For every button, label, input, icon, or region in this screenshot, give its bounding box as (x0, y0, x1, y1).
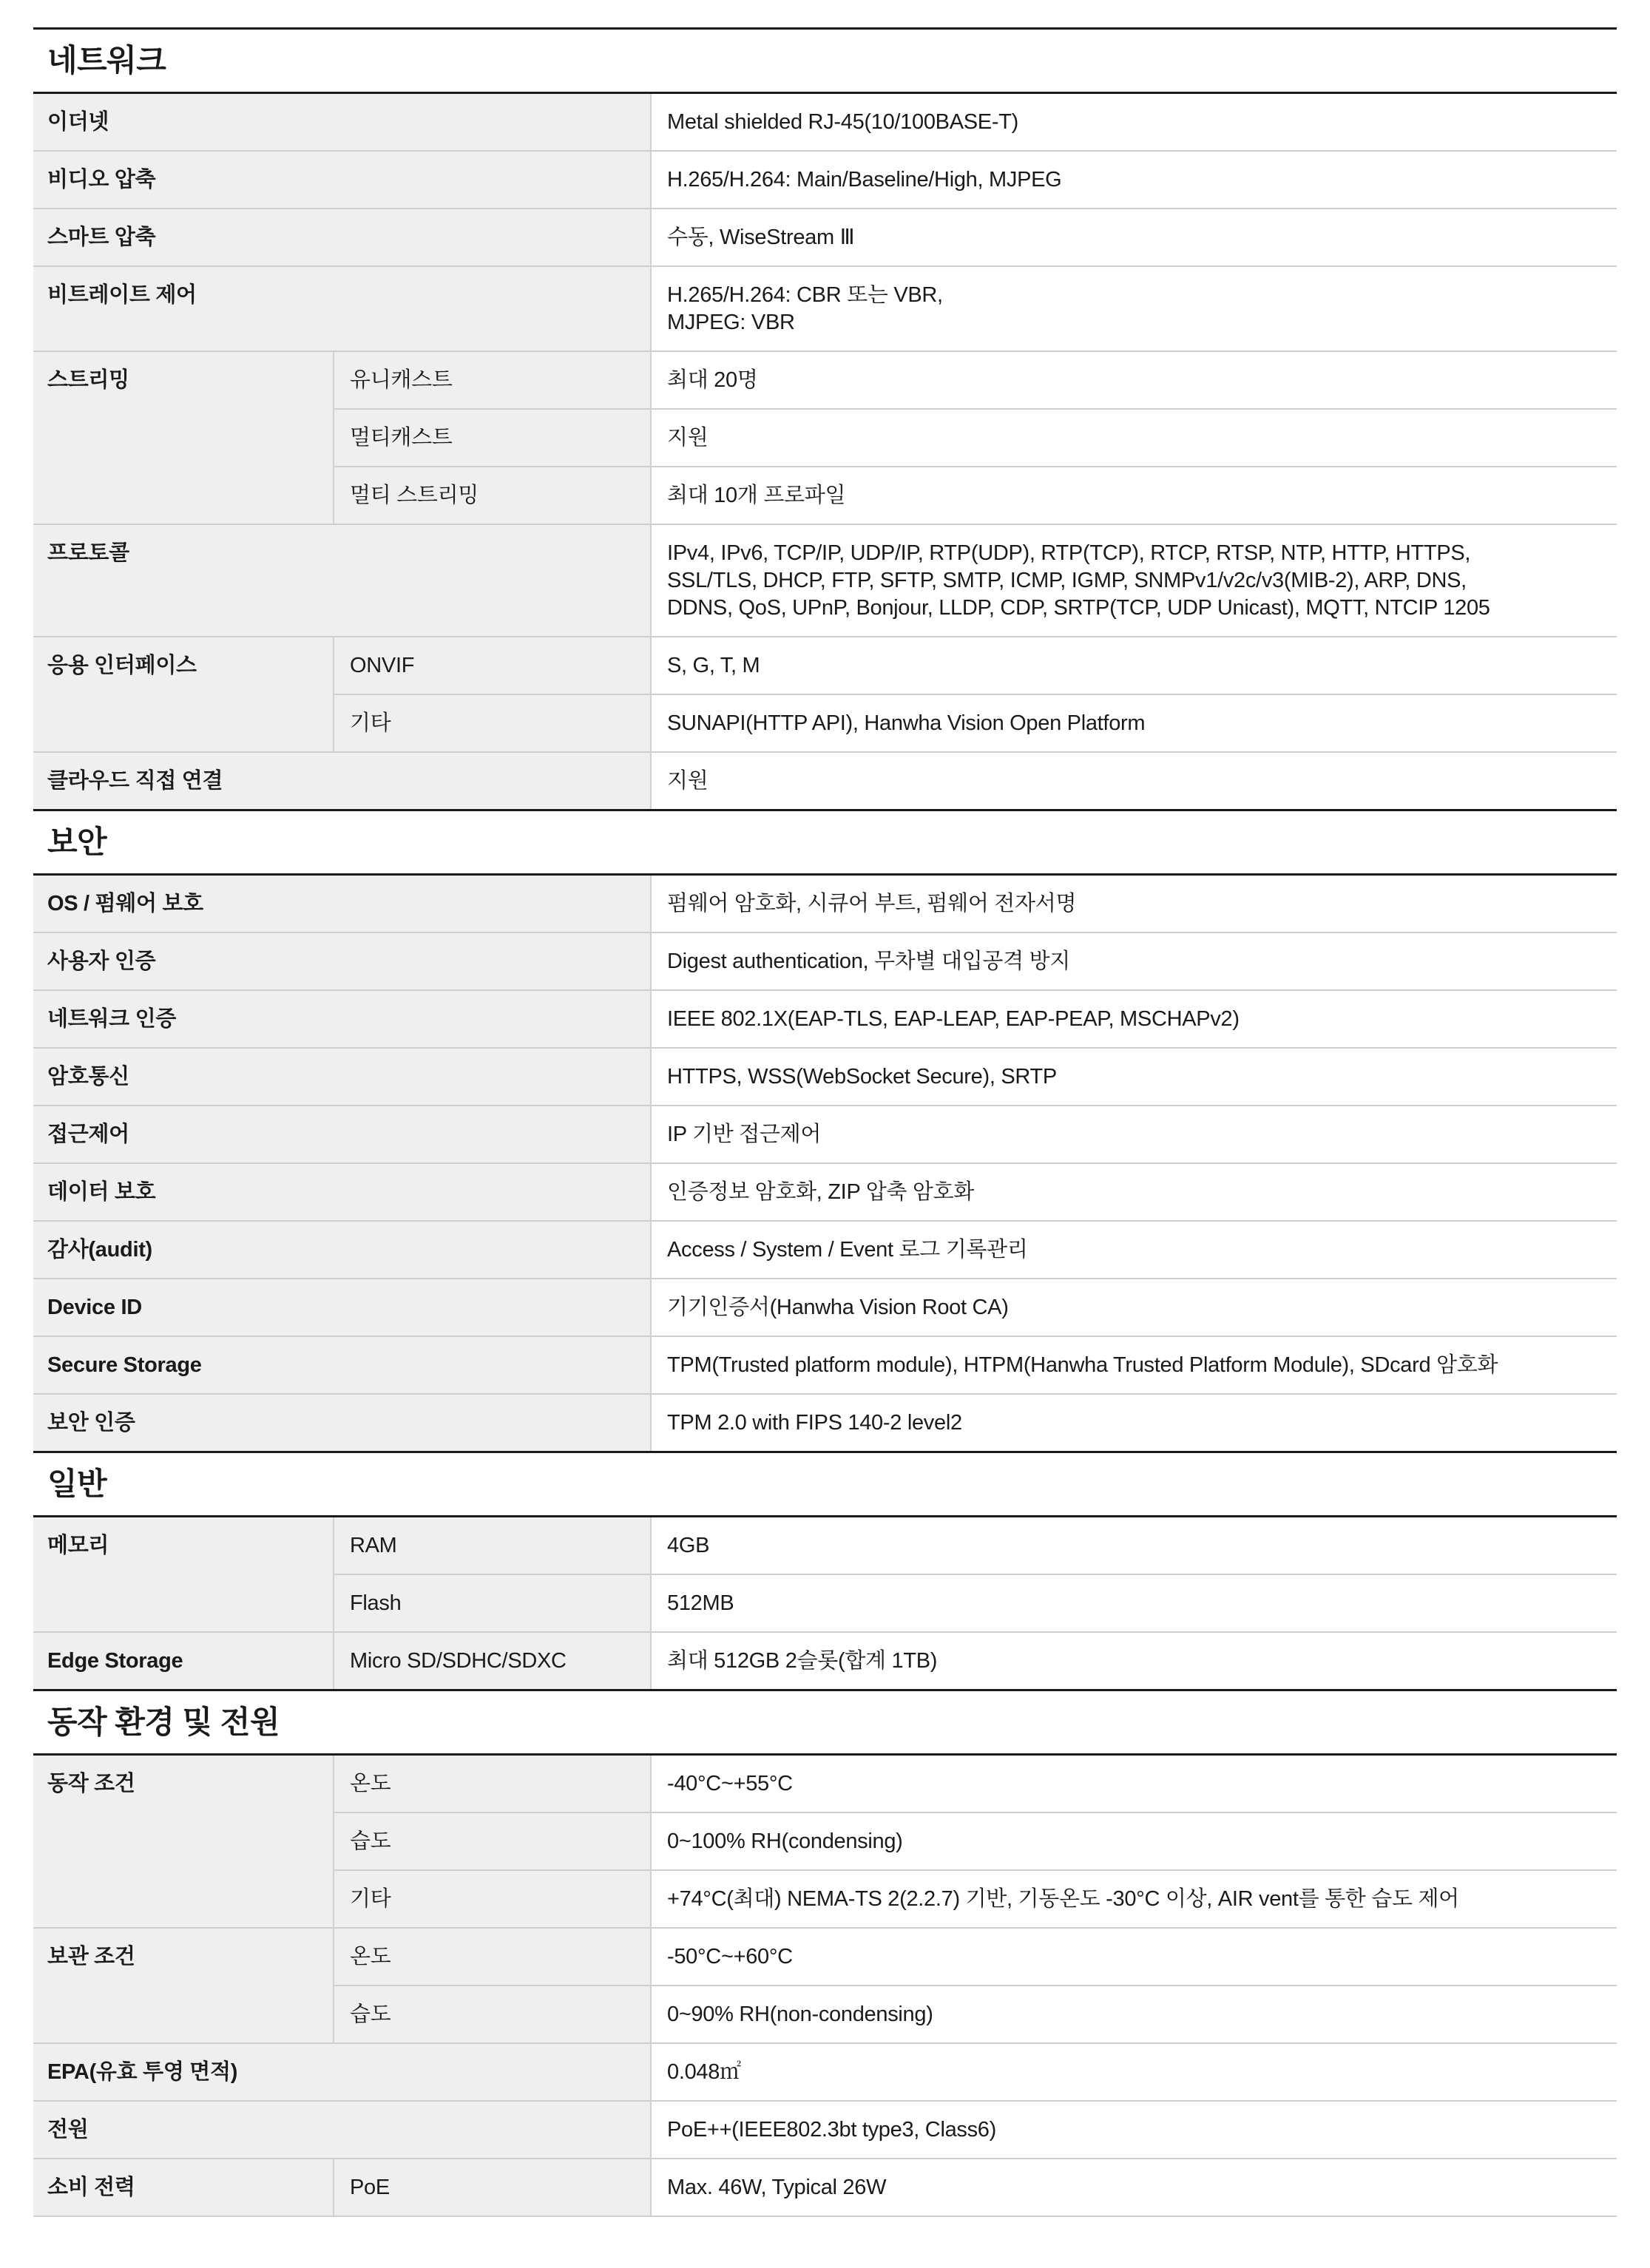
spec-value: 0.048㎡ (652, 2044, 1617, 2100)
spec-label: 접근제어 (33, 1106, 652, 1162)
spec-sublabel: PoE (334, 2159, 652, 2215)
spec-value: TPM(Trusted platform module), HTPM(Hanwha Trusted Platform Module), SDcard 암호화 (652, 1337, 1617, 1393)
spec-sublabel: 유니캐스트 (334, 352, 652, 408)
spec-label: 메모리 (33, 1517, 334, 1631)
spec-value: 0~100% RH(condensing) (652, 1813, 1617, 1869)
spec-value: Metal shielded RJ-45(10/100BASE-T) (652, 94, 1617, 150)
spec-subrow (334, 1986, 1617, 2042)
section-title-environment-power: 동작 환경 및 전원 (33, 1689, 1617, 1756)
spec-value: Access / System / Event 로그 기록관리 (652, 1222, 1617, 1278)
spec-label: OS / 펌웨어 보호 (33, 876, 652, 932)
spec-sublabel: 습도 (334, 1986, 652, 2042)
section-title-network: 네트워크 (33, 27, 1617, 94)
spec-value: Max. 46W, Typical 26W (652, 2159, 1617, 2215)
spec-row (33, 2044, 1617, 2102)
spec-row (33, 1106, 1617, 1164)
spec-value: TPM 2.0 with FIPS 140-2 level2 (652, 1395, 1617, 1451)
spec-subrow (334, 1871, 1617, 1927)
spec-value: 펌웨어 암호화, 시큐어 부트, 펌웨어 전자서명 (652, 876, 1617, 932)
spec-label: 소비 전력 (33, 2159, 334, 2215)
spec-row (33, 876, 1617, 933)
spec-value: +74°C(최대) NEMA-TS 2(2.2.7) 기반, 기동온도 -30°C 이상, AIR vent를 통한 습도 제어 (652, 1871, 1617, 1927)
spec-sublabel: 멀티 스트리밍 (334, 467, 652, 524)
spec-label: 보관 조건 (33, 1929, 334, 2042)
spec-group (33, 352, 1617, 525)
spec-group (33, 1929, 1617, 2044)
spec-value: 4GB (652, 1517, 1617, 1574)
spec-row (33, 267, 1617, 352)
spec-subrow (334, 695, 1617, 751)
spec-sublabel: 멀티캐스트 (334, 410, 652, 466)
spec-subrow (334, 1929, 1617, 1986)
spec-row (33, 525, 1617, 637)
spec-value: 최대 10개 프로파일 (652, 467, 1617, 524)
spec-value: Digest authentication, 무차별 대입공격 방지 (652, 933, 1617, 989)
spec-subrow (334, 2159, 1617, 2215)
spec-subrow (334, 467, 1617, 524)
spec-value: 인증정보 암호화, ZIP 압축 암호화 (652, 1164, 1617, 1220)
spec-group (33, 637, 1617, 753)
spec-sublabel: 기타 (334, 1871, 652, 1927)
spec-label: EPA(유효 투영 면적) (33, 2044, 652, 2100)
spec-value: S, G, T, M (652, 637, 1617, 694)
spec-value: 512MB (652, 1575, 1617, 1631)
section-title-general: 일반 (33, 1451, 1617, 1517)
spec-value: PoE++(IEEE802.3bt type3, Class6) (652, 2102, 1617, 2158)
spec-row (33, 991, 1617, 1049)
spec-row (33, 1279, 1617, 1337)
spec-label: 스트리밍 (33, 352, 334, 524)
spec-value: H.265/H.264: CBR 또는 VBR, MJPEG: VBR (652, 267, 1617, 351)
spec-group (33, 1756, 1617, 1929)
spec-row (33, 933, 1617, 991)
spec-subrow (334, 637, 1617, 695)
spec-label: Edge Storage (33, 1633, 334, 1689)
spec-sublabel: 기타 (334, 695, 652, 751)
spec-sublabel: Micro SD/SDHC/SDXC (334, 1633, 652, 1689)
spec-value: 최대 20명 (652, 352, 1617, 408)
spec-value: 기기인증서(Hanwha Vision Root CA) (652, 1279, 1617, 1336)
spec-label: 네트워크 인증 (33, 991, 652, 1047)
spec-row (33, 1337, 1617, 1395)
spec-label: 사용자 인증 (33, 933, 652, 989)
spec-sublabel: 습도 (334, 1813, 652, 1869)
spec-label: 데이터 보호 (33, 1164, 652, 1220)
spec-label: 동작 조건 (33, 1756, 334, 1927)
spec-sublabel: 온도 (334, 1756, 652, 1812)
spec-label: 클라우드 직접 연결 (33, 753, 652, 809)
spec-row (33, 209, 1617, 267)
spec-label: 전원 (33, 2102, 652, 2158)
spec-value: H.265/H.264: Main/Baseline/High, MJPEG (652, 152, 1617, 208)
spec-label: Secure Storage (33, 1337, 652, 1393)
spec-value: 지원 (652, 410, 1617, 466)
spec-value: 지원 (652, 753, 1617, 809)
spec-label: 암호통신 (33, 1049, 652, 1105)
spec-row (33, 753, 1617, 810)
spec-subrow (334, 352, 1617, 410)
spec-label: 비트레이트 제어 (33, 267, 652, 351)
spec-label: 감사(audit) (33, 1222, 652, 1278)
spec-subrow (334, 1813, 1617, 1871)
spec-value: -50°C~+60°C (652, 1929, 1617, 1985)
spec-group (33, 1633, 1617, 1690)
spec-group (33, 1517, 1617, 1633)
spec-label: Device ID (33, 1279, 652, 1336)
spec-value: SUNAPI(HTTP API), Hanwha Vision Open Platform (652, 695, 1617, 751)
spec-label: 이더넷 (33, 94, 652, 150)
spec-label: 프로토콜 (33, 525, 652, 636)
spec-sheet (33, 27, 1617, 2217)
spec-row (33, 1222, 1617, 1279)
spec-row (33, 1049, 1617, 1106)
spec-label: 응용 인터페이스 (33, 637, 334, 751)
section-title-security: 보안 (33, 809, 1617, 876)
spec-value: IP 기반 접근제어 (652, 1106, 1617, 1162)
spec-subrow (334, 1517, 1617, 1575)
spec-sublabel: Flash (334, 1575, 652, 1631)
spec-sublabel: RAM (334, 1517, 652, 1574)
spec-value: HTTPS, WSS(WebSocket Secure), SRTP (652, 1049, 1617, 1105)
spec-sublabel: 온도 (334, 1929, 652, 1985)
spec-value: 0~90% RH(non-condensing) (652, 1986, 1617, 2042)
spec-group (33, 2159, 1617, 2217)
spec-row (33, 1164, 1617, 1222)
spec-value: 최대 512GB 2슬롯(합계 1TB) (652, 1633, 1617, 1689)
spec-label: 보안 인증 (33, 1395, 652, 1451)
spec-subrow (334, 410, 1617, 467)
spec-row (33, 94, 1617, 152)
spec-value: IEEE 802.1X(EAP-TLS, EAP-LEAP, EAP-PEAP, MSCHAPv2) (652, 991, 1617, 1047)
spec-value: 수동, WiseStream Ⅲ (652, 209, 1617, 265)
spec-row (33, 2102, 1617, 2159)
spec-subrow (334, 1633, 1617, 1689)
spec-value: -40°C~+55°C (652, 1756, 1617, 1812)
spec-sublabel: ONVIF (334, 637, 652, 694)
spec-subrow (334, 1575, 1617, 1631)
spec-subrow (334, 1756, 1617, 1813)
spec-label: 스마트 압축 (33, 209, 652, 265)
spec-row (33, 152, 1617, 209)
spec-label: 비디오 압축 (33, 152, 652, 208)
spec-value: IPv4, IPv6, TCP/IP, UDP/IP, RTP(UDP), RTP(TCP), RTCP, RTSP, NTP, HTTP, HTTPS, SSL/TLS, DHCP, FTP, SFTP, SMTP, ICMP, IGMP, SNMPv1/v2c/v3(MIB-2), ARP, DNS, DDNS, QoS, UPnP, Bonjour, LLDP, CDP, SRTP(TCP, UDP Unicast), MQTT, NTCIP 1205 (652, 525, 1617, 636)
spec-row (33, 1395, 1617, 1452)
